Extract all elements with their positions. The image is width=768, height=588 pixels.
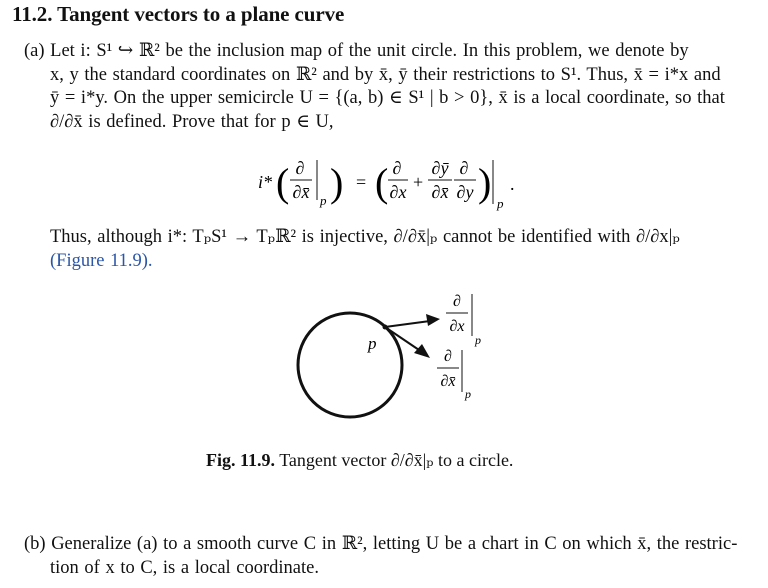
caption-text: Tangent vector ∂/∂x̄|ₚ to a circle. [275,450,514,470]
pushforward-operator: i* [258,172,273,192]
arrow-d-dxbar-head [414,344,430,358]
part-b-line-1: (b) Generalize (a) to a smooth curve C in ℝ², letting U be a chart in C on which x̄, the restric- [24,534,738,554]
lhs-num: ∂ [295,158,305,178]
rhs-left-paren: ( [375,160,389,205]
arrow-d-dx-shaft [385,321,430,327]
thus-paragraph [50,226,740,273]
section-title: 11.2. Tangent vectors to a plane curve [12,2,345,26]
label2-num: ∂ [444,348,452,365]
lhs-sub: p [320,193,327,208]
equals-sign: = [356,172,367,192]
figure-11-9 [298,293,481,417]
plus-sign: + [413,172,424,192]
equation-period: . [510,174,515,194]
arrow-d-dx-head [426,314,440,326]
rhs-den-1: ∂x [389,182,407,202]
label1-den: ∂x [449,318,465,335]
part-a-line-4: ∂/∂x̄ is defined. Prove that for p ∈ U, [50,111,334,132]
label1-num: ∂ [453,293,461,310]
right-paren: ) [330,160,344,205]
rhs-den-2: ∂x̄ [431,182,449,202]
label2-sub: p [465,387,471,401]
rhs-den-3: ∂y [456,182,474,202]
left-paren: ( [276,160,290,205]
label2-den: ∂x̄ [440,373,456,390]
rhs-num-3: ∂ [459,158,469,178]
rhs-num-2: ∂ȳ [431,158,449,178]
lhs-den: ∂x̄ [292,182,310,202]
display-equation [258,158,515,211]
point-p-label: p [368,334,377,353]
rhs-sub: p [497,196,504,211]
part-b-line-2: tion of x to C, is a local coordinate. [50,557,319,578]
label1-sub: p [475,333,481,347]
part-b-text [24,533,740,580]
caption-label: Fig. 11.9. [206,450,276,470]
part-a-line-2: x, y the standard coordinates on ℝ² and by x̄, ȳ their restrictions to S¹. Thus, x̄ = i*x and [50,64,721,85]
part-a-line-1: (a) Let i: S¹ ↪ ℝ² be the inclusion map of the unit circle. In this problem, we denote by [24,41,689,61]
rhs-num-1: ∂ [392,158,402,178]
part-a-line-3: ȳ = i*y. On the upper semicircle U = {(a, b) ∈ S¹ | b > 0}, x̄ is a local coordinate, so that [50,88,725,108]
figure-reference-link[interactable]: (Figure 11.9). [50,250,153,271]
rhs-right-paren: ) [478,160,492,205]
arrow-d-dxbar-shaft [385,327,422,352]
thus-line-1: Thus, although i*: TₚS¹ → Tₚℝ² is injective, ∂/∂x̄|ₚ cannot be identified with ∂/∂x|ₚ [50,227,680,247]
figure-caption [206,450,513,471]
